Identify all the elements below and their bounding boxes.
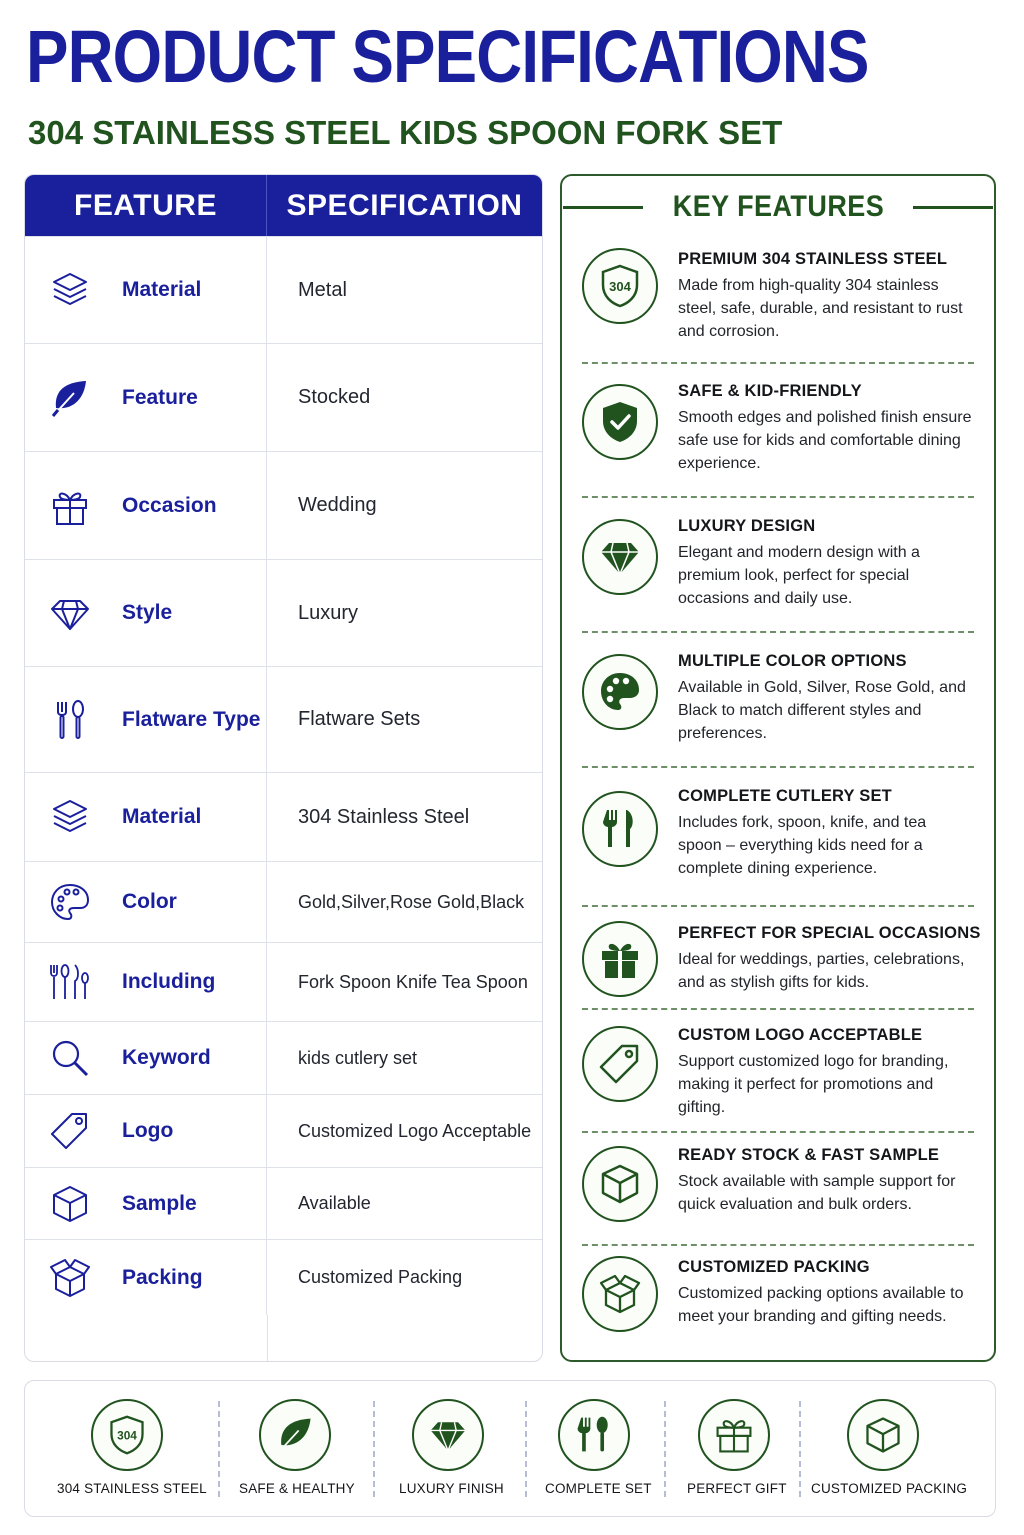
spec-value: Available <box>298 1193 371 1213</box>
leaf-icon <box>259 1399 331 1471</box>
key-feature-title: COMPLETE CUTLERY SET <box>678 787 892 805</box>
key-feature-title: CUSTOMIZED PACKING <box>678 1258 870 1276</box>
diamond-icon <box>582 519 658 595</box>
divider <box>582 631 974 633</box>
spec-row <box>25 236 543 343</box>
box-icon <box>847 1399 919 1471</box>
badge-item <box>680 1381 800 1518</box>
spec-row <box>25 1021 543 1094</box>
divider <box>582 496 974 498</box>
search-icon <box>47 1035 93 1081</box>
spec-row <box>25 1239 543 1315</box>
diamond-icon <box>47 590 93 636</box>
spec-value: Luxury <box>298 601 359 624</box>
spec-value: kids cutlery set <box>298 1047 418 1068</box>
spec-label: Color <box>122 890 177 913</box>
key-feature-desc: Ideal for weddings, parties, celebrations, and as stylish gifts for kids. <box>678 951 965 991</box>
tag-icon <box>47 1108 93 1154</box>
spec-row <box>25 343 543 451</box>
page-subtitle: 304 STAINLESS STEEL KIDS SPOON FORK SET <box>28 114 783 151</box>
separator <box>799 1401 801 1497</box>
fork-knife-icon <box>582 791 658 867</box>
open-box-icon <box>582 1256 658 1332</box>
gift-icon <box>698 1399 770 1471</box>
divider <box>582 1008 974 1010</box>
spec-value: Fork Spoon Knife Tea Spoon <box>298 971 528 992</box>
layers-icon <box>47 267 93 313</box>
open-box-icon <box>47 1255 93 1301</box>
badge-label: COMPLETE SET <box>545 1481 652 1496</box>
key-features-heading <box>562 190 994 224</box>
spec-row <box>25 942 543 1021</box>
key-features-panel <box>560 174 996 1362</box>
key-feature-title: MULTIPLE COLOR OPTIONS <box>678 652 907 670</box>
spec-value: Stocked <box>298 386 371 408</box>
spec-value: Customized Logo Acceptable <box>298 1120 532 1141</box>
leaf-icon <box>47 375 93 421</box>
key-feature-desc: Stock available with sample support for quick evaluation and bulk orders. <box>678 1173 956 1213</box>
key-feature-desc: Customized packing options available to meet your branding and gifting needs. <box>678 1285 964 1325</box>
column-header-feature: FEATURE <box>25 175 267 236</box>
gift-icon <box>582 921 658 997</box>
badge-item <box>540 1381 670 1518</box>
box-icon <box>47 1181 93 1227</box>
key-feature-desc: Elegant and modern design with a premium look, perfect for special occasions and daily use. <box>678 544 920 607</box>
divider <box>582 766 974 768</box>
layers-icon <box>47 794 93 840</box>
palette-icon <box>582 654 658 730</box>
shield-badge-text: 304 <box>609 279 631 294</box>
spec-label: Including <box>122 970 216 993</box>
separator <box>373 1401 375 1497</box>
spec-label: Feature <box>122 385 198 409</box>
shield-304-icon <box>582 248 658 324</box>
spec-value: Metal <box>298 278 347 301</box>
badge-item <box>810 1381 980 1518</box>
spec-label: Material <box>122 805 202 828</box>
badge-label: SAFE & HEALTHY <box>239 1481 355 1496</box>
separator <box>525 1401 527 1497</box>
spec-label: Sample <box>122 1191 197 1215</box>
key-feature-title: PREMIUM 304 STAINLESS STEEL <box>678 250 948 268</box>
spec-value: 304 Stainless Steel <box>298 805 470 828</box>
fork-spoon-icon <box>47 697 93 743</box>
tag-icon <box>582 1026 658 1102</box>
key-feature-title: LUXURY DESIGN <box>678 517 816 535</box>
spec-table <box>24 174 543 1362</box>
column-divider <box>267 1315 268 1362</box>
key-feature-desc: Support customized logo for branding, making it perfect for promotions and gifting. <box>678 1053 949 1116</box>
shield-304-icon <box>91 1399 163 1471</box>
spec-label: Style <box>122 601 173 624</box>
spec-row <box>25 1094 543 1167</box>
spec-value: Customized Packing <box>298 1267 463 1287</box>
key-feature-desc: Made from high-quality 304 stainless steel, safe, durable, and resistant to rust and corrosion. <box>678 277 963 340</box>
badge-item <box>235 1381 380 1518</box>
badge-item <box>390 1381 530 1518</box>
spec-label: Keyword <box>122 1046 211 1069</box>
box-icon <box>582 1146 658 1222</box>
shield-check-icon <box>582 384 658 460</box>
key-feature-title: READY STOCK & FAST SAMPLE <box>678 1146 940 1164</box>
key-feature-title: PERFECT FOR SPECIAL OCCASIONS <box>678 924 981 942</box>
divider <box>582 1131 974 1133</box>
badge-label: PERFECT GIFT <box>687 1481 787 1496</box>
badge-item <box>55 1381 207 1518</box>
palette-icon <box>47 879 93 925</box>
column-header-specification: SPECIFICATION <box>286 188 523 222</box>
divider <box>582 362 974 364</box>
fork-spoon-icon <box>558 1399 630 1471</box>
spec-row <box>25 451 543 559</box>
key-features-title: KEY FEATURES <box>672 190 884 223</box>
spec-row <box>25 666 543 772</box>
spec-row <box>25 772 543 861</box>
separator <box>664 1401 666 1497</box>
badge-304-text: 304 <box>117 1428 137 1443</box>
spec-label: Material <box>122 278 202 301</box>
key-feature-desc: Available in Gold, Silver, Rose Gold, and Black to match different styles and preferences. <box>678 679 966 742</box>
spec-label: Flatware Type <box>122 707 261 731</box>
key-feature-desc: Includes fork, spoon, knife, and tea spoon – everything kids need for a complete dining experience. <box>678 814 927 877</box>
spec-label: Occasion <box>122 493 217 517</box>
separator <box>218 1401 220 1497</box>
diamond-icon <box>412 1399 484 1471</box>
divider <box>582 905 974 907</box>
key-feature-title: CUSTOM LOGO ACCEPTABLE <box>678 1026 923 1044</box>
divider <box>582 1244 974 1246</box>
spec-value: Wedding <box>298 494 377 516</box>
spec-value: Flatware Sets <box>298 708 421 730</box>
spec-table-header <box>25 175 542 236</box>
spec-label: Logo <box>122 1119 174 1142</box>
gift-icon <box>47 483 93 529</box>
page-title: PRODUCT SPECIFICATIONS <box>26 15 869 98</box>
spec-value: Gold,Silver,Rose Gold,Black <box>298 891 525 912</box>
badge-label: LUXURY FINISH <box>399 1481 504 1496</box>
spec-row <box>25 1167 543 1239</box>
key-feature-desc: Smooth edges and polished finish ensure safe use for kids and comfortable dining experience. <box>678 409 972 472</box>
cutlery-icon <box>47 959 93 1005</box>
key-feature-title: SAFE & KID-FRIENDLY <box>678 382 862 400</box>
spec-row <box>25 559 543 666</box>
badge-label: 304 STAINLESS STEEL <box>57 1481 207 1496</box>
spec-row <box>25 861 543 942</box>
badge-label: CUSTOMIZED PACKING <box>811 1481 968 1496</box>
spec-label: Packing <box>122 1265 203 1289</box>
badge-strip <box>24 1380 996 1517</box>
